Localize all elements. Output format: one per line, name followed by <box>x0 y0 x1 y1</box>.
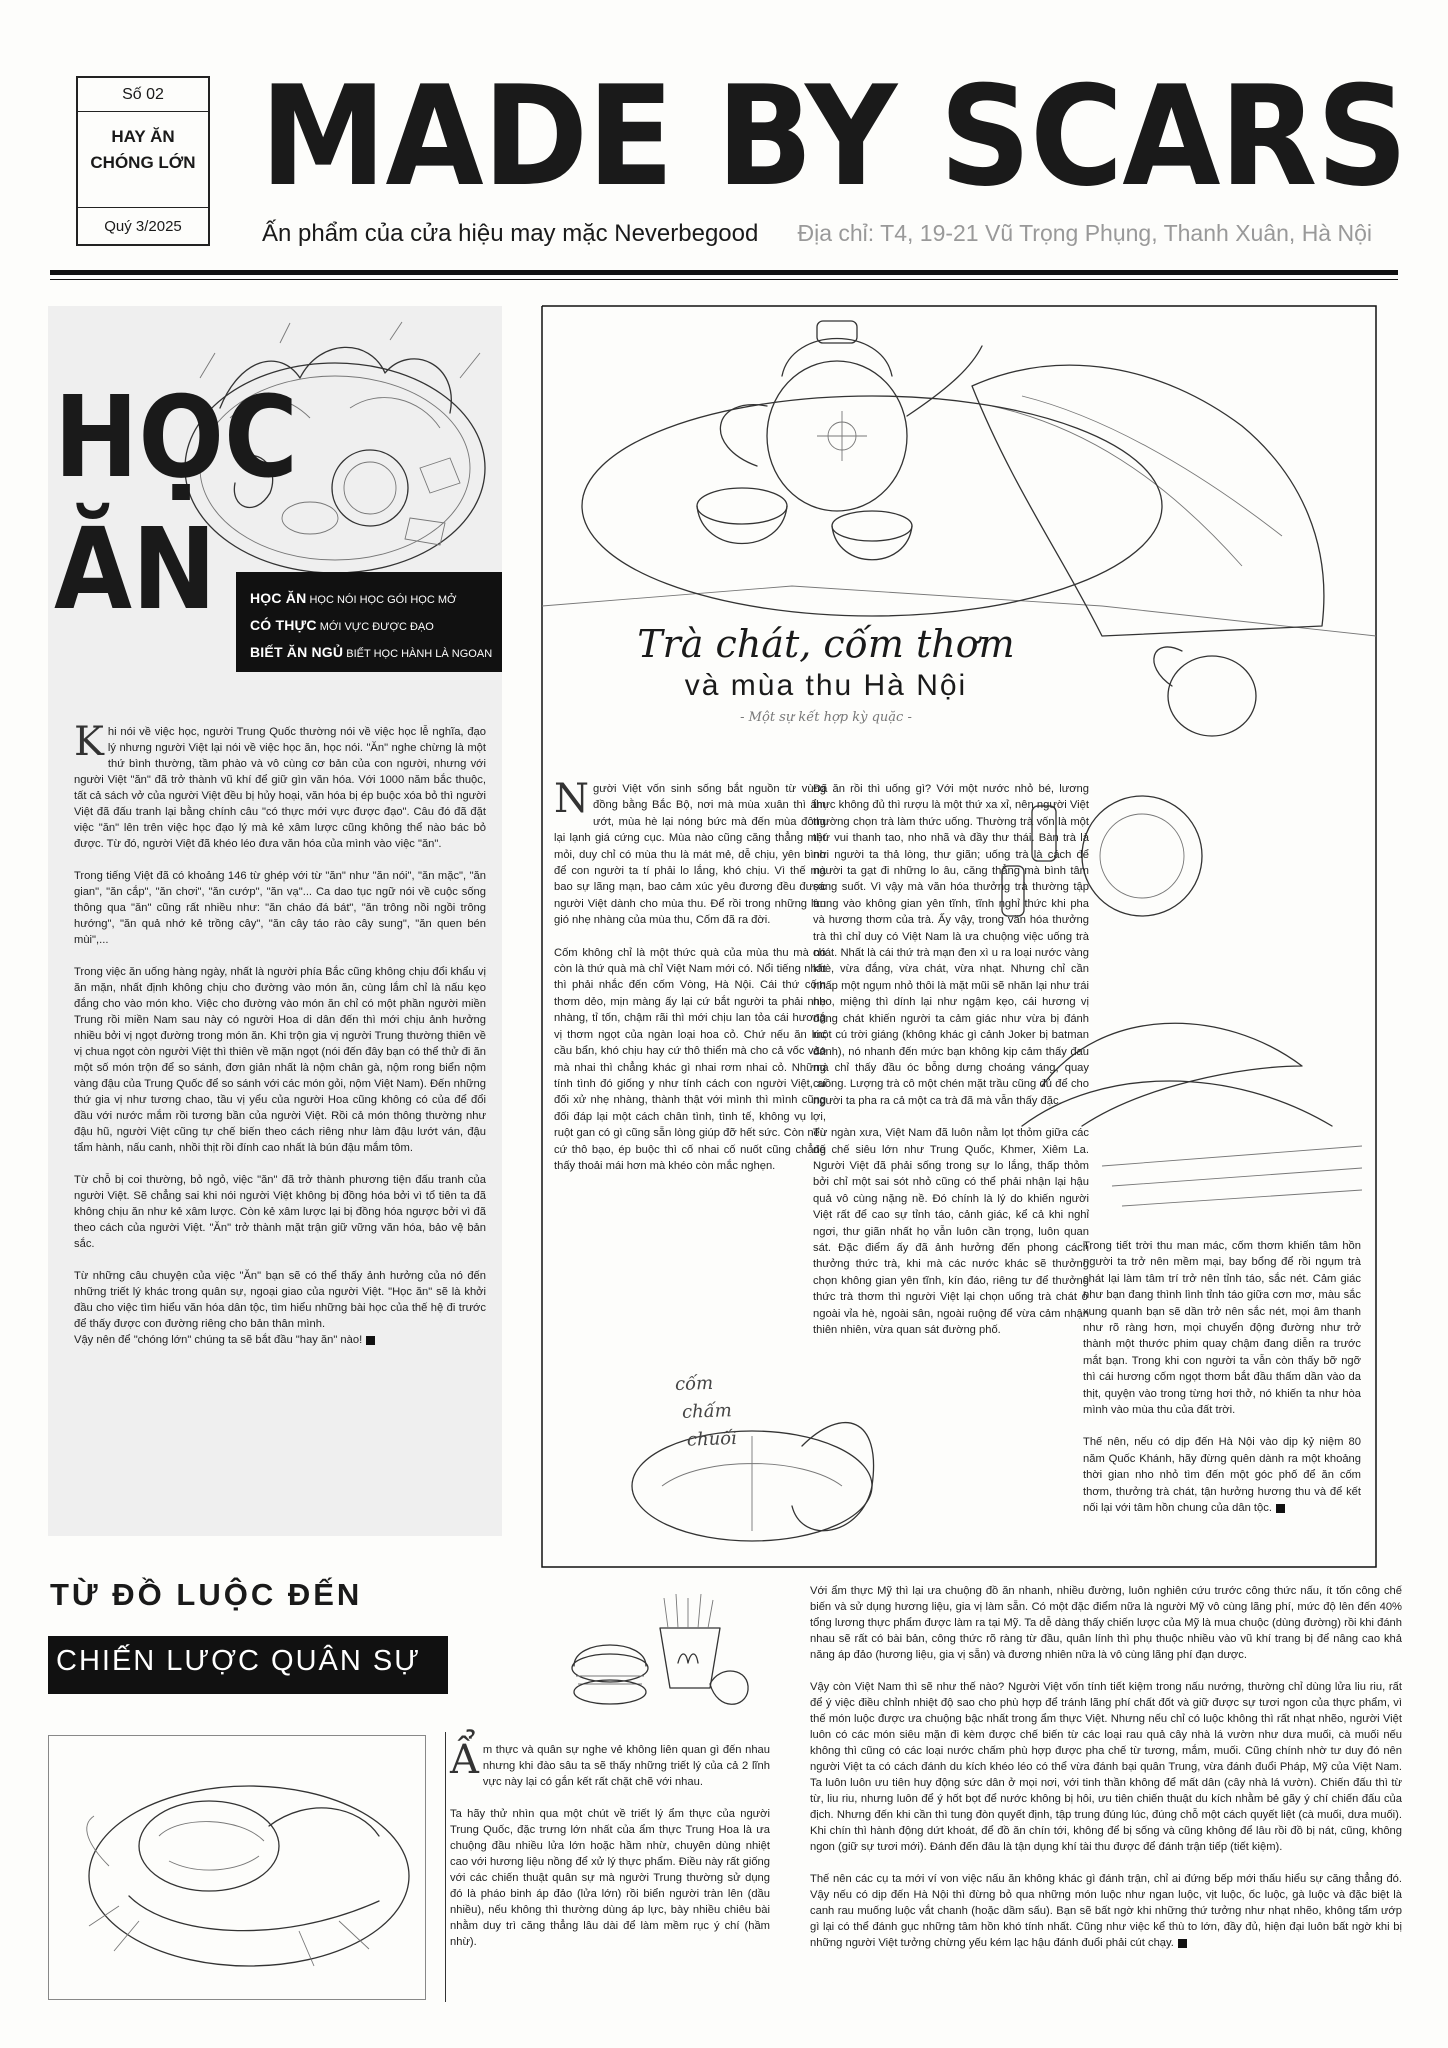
military-b1p1: Ẩm thực và quân sự nghe vẻ không liên quan gì đến nhau nhưng khi đào sâu ta sẽ thấy những triết lý của cả 2 lĩnh vực này lại có gắn kết rất chặt chẽ với nhau. <box>450 1737 770 1788</box>
military-b2p3: Thế nên các cụ ta mới ví von việc nấu ăn không khác gì đánh trận, chỉ ai đứng bếp mới thấu hiểu sự căng thẳng đó. Vậy nếu có dịp đến Hà Nội thì đừng bỏ qua những món luộc như ngan luộc, vịt luộc, ốc luộc, gà luộc và đặc biệt là canh rau muống luộc vắt chanh (hoặc dầm sấu). Bạn sẽ bất ngờ khi những thứ tưởng như nhạt nhẽo, không tẩm ướp gì lại có thể đánh gục những tâm hồn khó tính nhất. Cũng như việc kể thù to lớn, đầy đủ, hiện đại luôn bất ngờ khi bị những người Việt tưởng chừng yếu kém lạc hậu đánh đuổi phải cút chạy. <box>810 1873 1402 1949</box>
motto-line-1: HỌC ĂN HỌC NÓI HỌC GÓI HỌC MỞ <box>250 590 457 606</box>
military-dropcap: Ẩ <box>450 1737 479 1783</box>
note-line1: cốm <box>674 1372 714 1396</box>
military-title-line1: TỪ ĐỒ LUỘC ĐẾN <box>50 1577 363 1612</box>
masthead-address: Địa chỉ: T4, 19-21 Vũ Trọng Phụng, Thanh Xuân, Hà Nội <box>797 220 1372 246</box>
learning-p2: Trong tiếng Việt đã có khoảng 146 từ ghép với từ "ăn" như "ăn nói", "ăn mặc", "ăn gian", "ăn cắp", "ăn chơi", "ăn cướp", "ăn vạ"... Ca dao tục ngữ nói về cuộc sống thông qua "ăn" cũng rất nhiều như: "ăn cháo đá bát", "ăn trông nồi ngồi trông hướng", "ăn quả nhớ kẻ trồng cây", "ăn cây táo rào cây sung", "ăn quen bén mùi",... <box>74 870 486 946</box>
tea-tagline: - Một sự kết hợp kỳ quặc - <box>740 710 912 725</box>
steamed-crab-illustration <box>49 1736 425 1999</box>
learning-body <box>74 719 486 1364</box>
issue-quarter: Quý 3/2025 <box>104 218 182 235</box>
military-column-2 <box>810 1583 1402 1967</box>
column-divider <box>445 1732 446 2002</box>
issue-theme-line1: HAY ĂN <box>111 127 175 146</box>
tea-c1p1: Người Việt vốn sinh sống bắt nguồn từ vùng đồng bằng Bắc Bộ, nơi mà mùa xuân thì ẩm ướt, mùa hè lại nóng bức mà đến mùa đông lại lạnh giá cứng cục. Mùa nào cũng căng thẳng mệt mỏi, duy chỉ có mùa thu là mát mẻ, dễ chịu, yên bình để con người ta tí phải lo lắng, khó chịu. Vì thế mà bao sự lãng mạn, bao cảm xúc yêu đương đều được người Việt dành cho mùa thu. Để rồi trong những làn gió nhẹ nhàng của mùa thu, Cốm đã ra đời. <box>554 776 826 927</box>
handwritten-note <box>675 1369 738 1455</box>
note-line2: chấm <box>681 1400 733 1423</box>
masthead-title: MADE BY SCARS <box>260 56 1407 217</box>
tea-title-line2: và mùa thu Hà Nội <box>684 669 968 702</box>
motto-line-2: CÓ THỰC MỚI VỰC ĐƯỢC ĐẠO <box>250 617 434 633</box>
learning-dropcap: K <box>74 719 104 765</box>
tea-column-3 <box>1083 1238 1361 1533</box>
military-b2p2: Vậy còn Việt Nam thì sẽ như thế nào? Người Việt vốn tính tiết kiệm trong nấu nướng, thường chỉ dùng lửa liu riu, rất để ý việc điều chỉnh nhiệt độ sao cho phù hợp để tránh lãng phí chất đốt và giữ được sự tươi ngon của thực phẩm, vì thế món luộc được ưa chuộng bậc nhất trong ẩm thực Việt. Nhưng nếu chỉ có luộc không thì rất nhạt nhẽo, người Việt luôn có các món siêu mặn đi kèm được chế biến từ các loại rau quả cây nhà lá vườn như dưa muối, cà muối nếu không thì cũng có các loại nước chấm phù hợp được pha chế từ tương, mắm, muối. Cũng chính nhờ tư duy đó nên người Việt ta có cách đánh du kích khéo léo có thể vừa đánh bại quân Trung, vừa đánh đuổi Pháp, Mỹ của Việt Nam. Ta luôn luôn ưu tiên huy động sức dân ở mọi nơi, với tinh thần không để mất dân (cây nhà lá vườn). Chiến đấu thì từ từ, liu riu, nhưng luôn để ý hốt bọt để nước không bị hôi, ưu tiên chiến thuật du kích nhằm bẻ gãy ý chí chiến đấu của địch. Nhưng đến khi cần thì tung đòn quyết định, tập trung đúng lúc, đúng chỗ một cách quyết liệt (cà muối, dưa muối). Khi chín thì hành động dứt khoát, để đồ ăn chín tới, không để bị sống và cũng không để lâu rồi đồ bị nát, cũng, không ngon (giữ sự tươi mới). Đánh đến đâu là tận dụng khí tài thu được để đánh trận tiếp (tiết kiệm). <box>810 1681 1402 1853</box>
tea-column-1 <box>554 776 826 1190</box>
end-mark-icon <box>366 1336 375 1345</box>
tea-c2p2: Từ ngàn xưa, Việt Nam đã luôn nằm lọt thỏm giữa các đế chế siêu lớn như Trung Quốc, Khmer, Xiêm La. Người Việt đã phải sống trong sự lo lắng, thấp thỏm bởi chỉ một sai sót nhỏ cũng có thể phải nhận lại hậu quả vô cùng nặng nề. Đó chính là lý do khiến người Việt rất để cao sự tỉnh táo, cảnh giác, kể cả khi nghỉ ngơi, thư giãn nhất họ vẫn luôn cần trọng, luôn quan sát. Đặc điểm ấy đã ảnh hưởng đến phong cách thưởng thức trà, khi mà các nước khác sẽ thưởng chọn không gian yên tĩnh, kín đáo, riêng tư để thưởng thức trà thơm thì người Việt lại chọn uống trà chát ở ngoài vỉa hè, ngoài sân, ngoài ruộng để vừa cảm nhận thiên nhiên, vừa quan sát đường phố. <box>813 1127 1089 1336</box>
tea-title-line1: Trà chát, cốm thơm <box>637 622 1015 666</box>
issue-theme-line2: CHÓNG LỚN <box>90 153 196 172</box>
learning-headline-line2: ĂN <box>54 505 217 635</box>
tea-column-2 <box>813 781 1089 1354</box>
motto-line-3: BIẾT ĂN NGỦ BIẾT HỌC HÀNH LÀ NGOAN <box>250 644 493 660</box>
learning-headline-line1: HỌC <box>54 373 299 503</box>
military-b1p2: Ta hãy thử nhìn qua một chút về triết lý ẩm thực của người Trung Quốc, đặc trưng lớn nhất của ẩm thực Trung Hoa là ưa chuộng đầu nhiều lửa lớn hoặc hầm nhừ, chuyên dùng nhiệt cao với hương liệu nồng để xử lý thực phẩm. Điều này rất giống với các chiến thuật quân sự mà người Trung thường sử dụng đó là pháo binh áp đảo (lửa lớn) rồi biển người tràn lên (dầu nhiều), nếu không thì thường dùng áp lực, bày nhiều chiêu bài nhằm duy trì căng thẳng lâu dài để làm mềm rục ý chí (hầm nhừ). <box>450 1808 770 1948</box>
tea-c2p1: Đã ăn rồi thì uống gì? Với một nước nhỏ bé, lương thực không đủ thì rượu là một thứ xa xỉ, nên người Việt thường chọn trà làm thức uống. Thường trà vốn là một thứ vui thanh tao, nho nhã và đầy thư thái. Bàn trà là nơi người ta thả lòng, thư giãn; uống trà là cách để người ta gạt đi những lo âu, căng thẳng mà bình tâm sáng suốt. Vì vậy mà văn hóa thưởng trà thường tập trung vào không gian yên tĩnh, tĩnh nghỉ thức khi pha và hương thơm của trà. Ấy vậy, trong văn hóa thưởng trà thì chỉ duy có Việt Nam là ưa chuộng việc uống trà chát. Nhất là cái thứ trà mạn đen xì u ra loại nước vàng khè, vừa đắng, vừa chát, vừa nhạt. Nhưng chỉ cần nhấp một ngụm nhỏ thôi là mặt mũi sẽ nhăn lại như trái nho, miệng thì dính lại như ngậm kẹo, cái hương vị đắng chát khiến người ta cảm giác như vừa bị đánh một cú trời giáng (không khác gì cảnh Joker bị batman đánh), nó nhanh đến mức bạn không kịp cảm thấy đau mà chỉ thấy đầu óc bỗng dưng choáng váng, quay cuồng. Lượng trà cô một chén mặt trầu cũng đủ để cho người ta pha ra cả một ca trà đã mà vẫn thấy đặc. <box>813 783 1089 1107</box>
learning-p6: Vậy nên để "chóng lớn" chúng ta sẽ bắt đầu "hay ăn" nào! <box>74 1332 486 1348</box>
motto-box <box>236 572 502 672</box>
tea-c3p2: Thế nên, nếu có dịp đến Hà Nội vào dịp kỷ niệm 80 năm Quốc Khánh, hãy đừng quên dành ra một khoảng thời gian nho nhỏ tìm đến một góc phố để ăn cốm thơm, thưởng trà chát, tận hưởng hương thu và để kết nối lại với tâm hồn chung của dân tộc. <box>1083 1436 1361 1515</box>
tea-c3p1: Trong tiết trời thu man mác, cốm thơm khiến tâm hồn người ta trở nên mềm mại, bay bổng để rồi ngụm trà chát lại làm tâm trí trở nên tỉnh táo, sắc nét. Cảm giác như bạn đang thình lình tỉnh táo giữa cơn mơ, màu sắc xung quanh bạn sẽ dần trở nên sắc nét, mọi âm thanh như rõ ràng hơn, mọi chuyển động đường như trở thành một thước phim quay chậm đang diễn ra trước mắt bạn. Trong khi con người ta vẫn còn thấy bỡ ngỡ thì cái hương cốm ngọt thơm bắt đầu thấm dần vào da thịt, quyện vào trong từng hơi thở, nó khiến ta như hòa mình vào mùa thu của đất trời. <box>1083 1240 1361 1417</box>
military-b2p1: Với ẩm thực Mỹ thì lại ưa chuộng đồ ăn nhanh, nhiều đường, luôn nghiên cứu trước công thức nấu, ít tốn công chế biến và sử dụng hương liệu, gia vị làm sẵn. Có một đặc điểm nữa là người Mỹ vô cùng lãng phí, mức độ lên đến 40% tổng lương thực phẩm được làm ra tại Mỹ. Ta dễ dàng thấy chiến lược của Mỹ là mua chuộc (dùng đường) rồi khi đánh nhau sẽ rất có bài bản, công thức rõ ràng từ đầu, quân lính thì phụ thuộc nhiều vào vũ khí trang bị để nâng cao khả năng áp đảo (hương liệu, gia vị sẵn) và đương nhiên nữa là vô cùng lãng phí đạn dược. <box>810 1585 1402 1661</box>
issue-box <box>76 76 210 246</box>
masthead-rule-thin <box>50 279 1398 280</box>
masthead-rule <box>50 270 1398 275</box>
note-line3: chuối <box>686 1427 738 1451</box>
tea-title <box>596 622 1056 725</box>
issue-theme <box>78 112 208 208</box>
end-mark-icon <box>1276 1504 1285 1513</box>
learning-p5: Từ những câu chuyện của việc "Ăn" bạn sẽ có thể thấy ảnh hưởng của nó đến những triết lý khác trong quân sự, ngoại giao của người Việt. "Học ăn" sẽ là khởi đầu cho việc tìm hiểu văn hóa dân tộc, tìm hiểu những bài học của thế hệ đi trước để thấy được con đường riêng cho bản thân mình. <box>74 1270 486 1330</box>
military-column-1 <box>450 1737 770 1966</box>
tea-dropcap: N <box>554 776 589 822</box>
military-title-line2: CHIẾN LƯỢC QUÂN SỰ <box>48 1636 448 1694</box>
end-mark-icon <box>1178 1939 1187 1948</box>
learning-p4: Từ chỗ bị coi thường, bỏ ngỏ, việc "ăn" đã trở thành phương tiện đấu tranh của người Việt. Sẽ chẳng sai khi nói người Việt không bị đồng hóa bởi vì tổ tiên ta đã không chịu ăn như kẻ xâm lược. Còn kẻ xâm lược lại bị đồng hóa ngược bởi vì đã theo cách của người Việt. "Ăn" trở thành mặt trận giữ vững văn hóa, bảo vệ bản sắc. <box>74 1174 486 1250</box>
crab-illustration-frame <box>48 1735 426 2000</box>
tea-c1p2: Cốm không chỉ là một thức quà của mùa thu mà nó còn là thứ quà mà chỉ Việt Nam mới có. Nổi tiếng nhất thì phải nhắc đến cốm Vòng, Hà Nội. Cái thứ cốm thơm dẻo, mịn màng ấy lại cứ bắt người ta phải nhẹ nhàng, tỉ tốn, chậm rãi thì mới chịu lan tỏa cái hương vị thơm ngọt của ngàn loại hoa cỏ. Chứ nếu ăn lúc cầu bẩn, khó chịu hay cứ thô thiển mà cho cả vốc vào mà nhai thì chẳng khác gì nhai rơm nhai cỏ. Những tính tình đó giống y như tính cách con người Việt, ai đối xử nhẹ nhàng, thành thật với mình thì mình cũng đối đáp lại một cách chân tình, tình tế, không vụ lợi, ruột gan có gì cũng sẵn lòng giúp đỡ hết sức. Còn nếu cứ thô bạo, ép buộc thì cố nhai cố nuốt cũng chẳng thấy thoải mái hơn mà khéo còn mắc nghẹn. <box>554 946 826 1172</box>
learning-p3: Trong việc ăn uống hàng ngày, nhất là người phía Bắc cũng không chịu đổi khẩu vị ăn mặn, nhất định không chịu cho đường vào món ăn, cùng lắm chỉ là nấu kẹo đắng cho vào món kho. Việc cho đường vào món ăn chỉ có một phần người miền Trung rồi miền Nam sau này có người Hoa di dân đến thì mới chịu ảnh hưởng nhiều bởi vị ngọt đường trong món ăn. Khi trộn gia vị người Trung thường thiên về vị chua ngọt còn người Việt thì thiên về mặn ngọt (nói đến đây bạn có thể thử đi ăn một số món trộn để so sánh, đơn giản nhất là nộm chân gà, nộm rong biển nộm vàng đậu của Trung Quốc để so sánh với các món gỏi, nộm Việt Nam). Đến những thứ gia vị như tương chao, tầu vị yểu của người Hoa cũng không có của để đổi đầu với nước mắm rồi tương bần của người Việt. Rồi cả món thông thường như đậu hũ, người Việt cũng tự chế biến theo cách riêng như làm đậu lướt ván, đậu tẩm hành, nấu canh, nhồi thịt rồi đính cao nhất là bún đậu mắm tôm. <box>74 966 486 1154</box>
issue-number: Số 02 <box>78 78 208 112</box>
masthead-subtitle: Ấn phẩm của cửa hiệu may mặc Neverbegood <box>262 220 759 247</box>
fast-food-illustration <box>560 1588 760 1718</box>
learning-p1: Khi nói về việc học, người Trung Quốc thường nói về việc học lễ nghĩa, đạo lý nhưng người Việt lại nói về việc học ăn, học nói. "Ăn" nghe chừng là một thứ bình thường, tầm phào và vô cùng cơ bản của con người, nhưng với người Việt "ăn" đã trở thành vũ khí để giữ gìn văn hóa. Với 1000 năm bắc thuộc, tất cả sách vở của người Việt đều bị hủy hoại, văn hóa bị ép buộc xóa bỏ thì người Việt đã đấu tranh lại bằng chính câu "có thực mới vực được đạo". Câu đó đã đặt việc "ăn" lên trên việc học đạo lý mà kẻ xâm lược cũng không thể nào bác bỏ được. Từ đó, người Việt đã khéo léo đưa văn hóa của mình vào việc "ăn". <box>74 719 486 850</box>
